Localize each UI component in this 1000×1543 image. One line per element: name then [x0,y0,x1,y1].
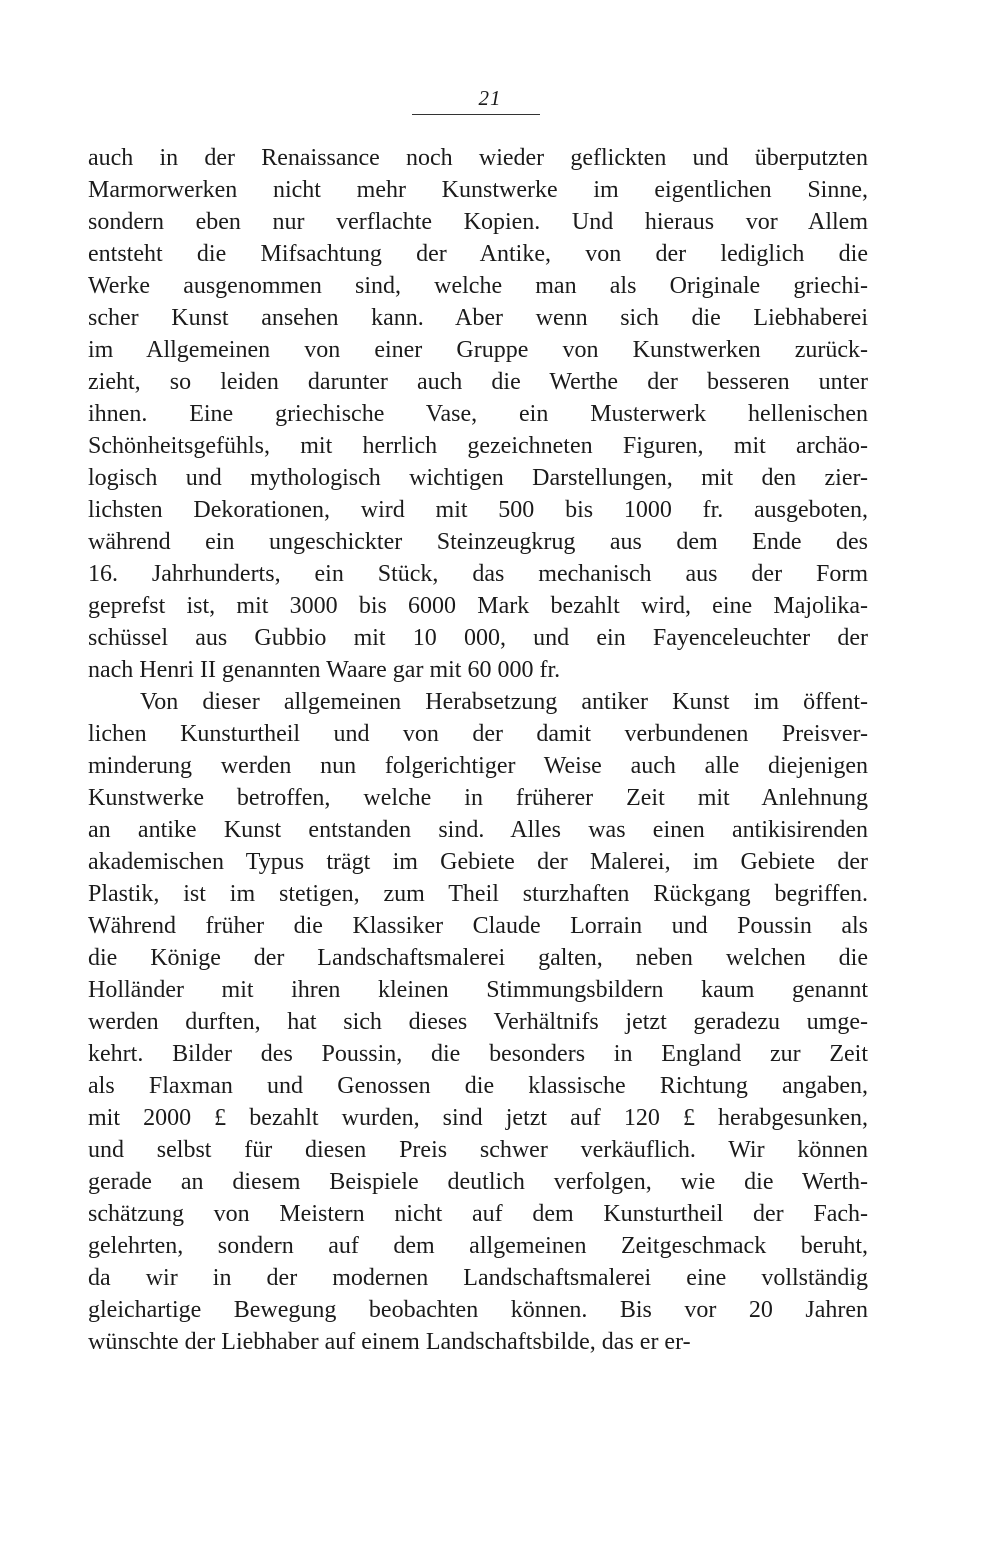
text-line: scher Kunst ansehen kann. Aber wenn sich die Liebhaberei [88,305,868,331]
paragraph [88,686,868,1358]
text-line: Werke ausgenommen sind, welche man als Originale griechi- [88,273,868,299]
text-line: Plastik, ist im stetigen, zum Theil sturzhaften Rückgang begriffen. [88,881,868,907]
text-line: 16. Jahrhunderts, ein Stück, das mechanisch aus der Form [88,561,868,587]
text-line: im Allgemeinen von einer Gruppe von Kunstwerken zurück- [88,337,868,363]
text-line: wünschte der Liebhaber auf einem Landschaftsbilde, das er er- [88,1329,691,1355]
text-line: lichen Kunsturtheil und von der damit verbundenen Preisver- [88,721,868,747]
paragraph [88,142,868,686]
text-line: lichsten Dekorationen, wird mit 500 bis 1000 fr. ausgeboten, [88,497,868,523]
text-line: auch in der Renaissance noch wieder geflickten und überputzten [88,145,868,171]
text-line: akademischen Typus trägt im Gebiete der Malerei, im Gebiete der [88,849,868,875]
text-line: minderung werden nun folgerichtiger Weise auch alle diejenigen [88,753,868,779]
text-line: während ein ungeschickter Steinzeugkrug aus dem Ende des [88,529,868,555]
text-line: und selbst für diesen Preis schwer verkäuflich. Wir können [88,1137,868,1163]
text-line: mit 2000 £ bezahlt wurden, sind jetzt auf 120 £ herabgesunken, [88,1105,868,1131]
text-line: gleichartige Bewegung beobachten können. Bis vor 20 Jahren [88,1297,868,1323]
text-line: die Könige der Landschaftsmalerei galten, neben welchen die [88,945,868,971]
text-line: Marmorwerken nicht mehr Kunstwerke im eigentlichen Sinne, [88,177,868,203]
text-line: kehrt. Bilder des Poussin, die besonders in England zur Zeit [88,1041,868,1067]
page-number: 21 [478,86,502,110]
text-line: nach Henri II genannten Waare gar mit 60 000 fr. [88,657,561,683]
text-line: sondern eben nur verflachte Kopien. Und hieraus vor Allem [88,209,868,235]
text-line: gerade an diesem Beispiele deutlich verfolgen, wie die Werth- [88,1169,868,1195]
text-line: entsteht die Mifsachtung der Antike, von der lediglich die [88,241,868,267]
body-text [88,142,868,1358]
text-line: als Flaxman und Genossen die klassische Richtung angaben, [88,1073,868,1099]
text-line: geprefst ist, mit 3000 bis 6000 Mark bezahlt wird, eine Majolika- [88,593,868,619]
text-line: Schönheitsgefühls, mit herrlich gezeichneten Figuren, mit archäo- [88,433,868,459]
text-line: schüssel aus Gubbio mit 10 000, und ein Fayenceleuchter der [88,625,868,651]
text-line: schätzung von Meistern nicht auf dem Kunsturtheil der Fach- [88,1201,868,1227]
text-line: da wir in der modernen Landschaftsmalerei eine vollständig [88,1265,868,1291]
text-line: logisch und mythologisch wichtigen Darstellungen, mit den zier- [88,465,868,491]
text-line: Holländer mit ihren kleinen Stimmungsbildern kaum genannt [88,977,868,1003]
text-line: Kunstwerke betroffen, welche in früherer Zeit mit Anlehnung [88,785,868,811]
text-line: werden durften, hat sich dieses Verhältnifs jetzt geradezu umge- [88,1009,868,1035]
text-line: Von dieser allgemeinen Herabsetzung antiker Kunst im öffent- [140,689,868,715]
text-line: Während früher die Klassiker Claude Lorrain und Poussin als [88,913,868,939]
text-line: zieht, so leiden darunter auch die Werthe der besseren unter [88,369,868,395]
text-line: an antike Kunst entstanden sind. Alles was einen antikisirenden [88,817,868,843]
text-line: ihnen. Eine griechische Vase, ein Musterwerk hellenischen [88,401,868,427]
header-rule [412,114,540,115]
text-line: gelehrten, sondern auf dem allgemeinen Zeitgeschmack beruht, [88,1233,868,1259]
